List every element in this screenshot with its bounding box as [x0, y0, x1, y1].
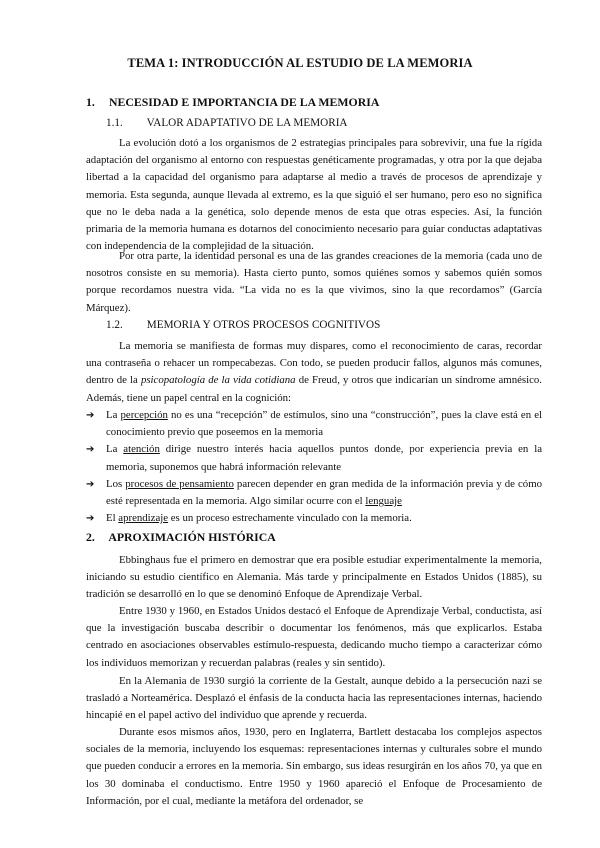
arrow-icon: ➔: [86, 410, 95, 421]
freud-reference: psicopatología de la vida cotidiana: [140, 374, 296, 387]
arrow-icon: ➔: [86, 444, 95, 456]
subsection-1-2-title: MEMORIA Y OTROS PROCESOS COGNITIVOS: [146, 319, 381, 331]
paragraph-ebbinghaus: Ebbinghaus fue el primero en demostrar que era posible estudiar experimentalmente la memoria, iniciando su estudio científico en Alemania. Más tarde y principalmente en Estados Unidos (1885), su tradición se desarrolló en lo que se denominó Enfoque de Aprendizaje Verbal.: [86, 554, 542, 601]
subsection-1-1-number: 1.1.: [106, 117, 123, 129]
arrow-icon: ➔: [86, 478, 95, 490]
subsection-1-2-number: 1.2.: [106, 319, 123, 331]
term-thought-processes: procesos de pensamiento: [125, 477, 234, 490]
list-item: ➔ El aprendizaje es un proceso estrechamente vinculado con la memoria.: [86, 510, 542, 527]
paragraph-personal-identity: Por otra parte, la identidad personal es una de las grandes creaciones de la memoria (cada uno de nosotros consiste en su memoria). Hasta cierto punto, somos quiénes somos y sabemos quién somos porque recordamos nuestra vida. “La vida no es la que vivimos, sino la que recordamos” (García Márquez).: [86, 250, 542, 314]
section-2-heading: [86, 530, 276, 545]
page-title: TEMA 1: INTRODUCCIÓN AL ESTUDIO DE LA MEMORIA: [127, 56, 473, 70]
paragraph-text: La memoria se manifiesta de formas muy dispares, como el reconocimiento de caras, recordar una contraseña o rehacer un rompecabezas. Con todo, se pueden producir fallos, algunos más comunes, dentro de la: [86, 340, 542, 387]
section-1-title: NECESIDAD E IMPORTANCIA DE LA MEMORIA: [108, 95, 380, 109]
paragraph-bartlett: Durante esos mismos años, 1930, pero en Inglaterra, Bartlett destacaba los complejos aspectos sociales de la memoria, incluyendo los esquemas: representaciones internas y culturales sobre el mundo que pueden conducir a errores en la memoria. Sin embargo, sus ideas resurgirán en los años 70, ya que en los 30 dominaba el conductismo. Entre 1950 y 1960 apareció el Enfoque de Procesamiento de Información, por el cual, mediante la metáfora del ordenador, se: [86, 726, 542, 807]
paragraph-adaptive-value: La evolución dotó a los organismos de 2 estrategias principales para sobrevivir, una fue la rígida adaptación del organismo al entorno con respuestas genéticamente programadas, y otra por la que dejaba libertad a la capacidad del organismo para adaptarse al medio a través de procesos de aprendizaje y memoria. Esta segunda, aunque llevada al extremo, es la que siguió el ser humano, pero eso no significa que no le deba nada a la genética, solo depende menos de esta que otras especies. Así, la función primaria de la memoria humana es dotarnos del conocimiento necesario para guiar conductas adaptativas con independencia de la complejidad de la situación.: [86, 137, 542, 253]
list-item: ➔ La atención dirige nuestro interés hacia aquellos puntos donde, por experiencia previa en la memoria, suponemos que habrá información relevante: [86, 443, 542, 473]
list-item: ➔ Los procesos de pensamiento parecen depender en gran medida de la información previa y de cómo esté representada en la memoria. Algo similar ocurre con el lenguaje: [86, 477, 543, 508]
paragraph-gestalt: En la Alemania de 1930 surgió la corriente de la Gestalt, aunque debido a la persecución nazi se trasladó a Norteamérica. Desplazó el énfasis de la conducta hacia las representaciones internas, haciendo hincapié en el papel activo del individuo que aprende y recuerda.: [86, 675, 542, 722]
paragraph-memory-cognition: [86, 338, 542, 407]
term-language: lenguaje: [365, 495, 402, 508]
term-learning: aprendizaje: [118, 512, 169, 525]
list-item: ➔ La percepción no es una “recepción” de estímulos, sino una “construcción”, pues la clave está en el conocimiento previo que poseemos en la memoria: [86, 409, 542, 439]
arrow-icon: ➔: [86, 513, 95, 525]
term-perception: percepción: [120, 409, 168, 421]
paragraph-verbal-learning: Entre 1930 y 1960, en Estados Unidos destacó el Enfoque de Aprendizaje Verbal, conductista, así que la investigación buscaba describir o documentar los fenómenos, más que explicarlos. Estaba centrado en asociaciones observables estímulo-respuesta, dedicando mucho tiempo a caracterizar cómo los individuos memorizan y recuerdan palabras (reales y sin sentido).: [86, 605, 542, 669]
cognition-list: [86, 407, 542, 527]
section-2-number: 2.: [86, 530, 95, 544]
term-attention: atención: [123, 443, 160, 456]
subsection-1-1-title: VALOR ADAPTATIVO DE LA MEMORIA: [146, 117, 348, 129]
section-1-number: 1.: [86, 95, 95, 109]
subsection-1-1-heading: [106, 117, 348, 129]
section-2-title: APROXIMACIÓN HISTÓRICA: [108, 530, 276, 544]
section-1-heading: [86, 95, 379, 110]
paragraph-text: de Freud, y otros que indicarían un síndrome amnésico. Además, tiene un papel central en la cognición:: [86, 374, 542, 404]
subsection-1-2-heading: [106, 319, 380, 331]
